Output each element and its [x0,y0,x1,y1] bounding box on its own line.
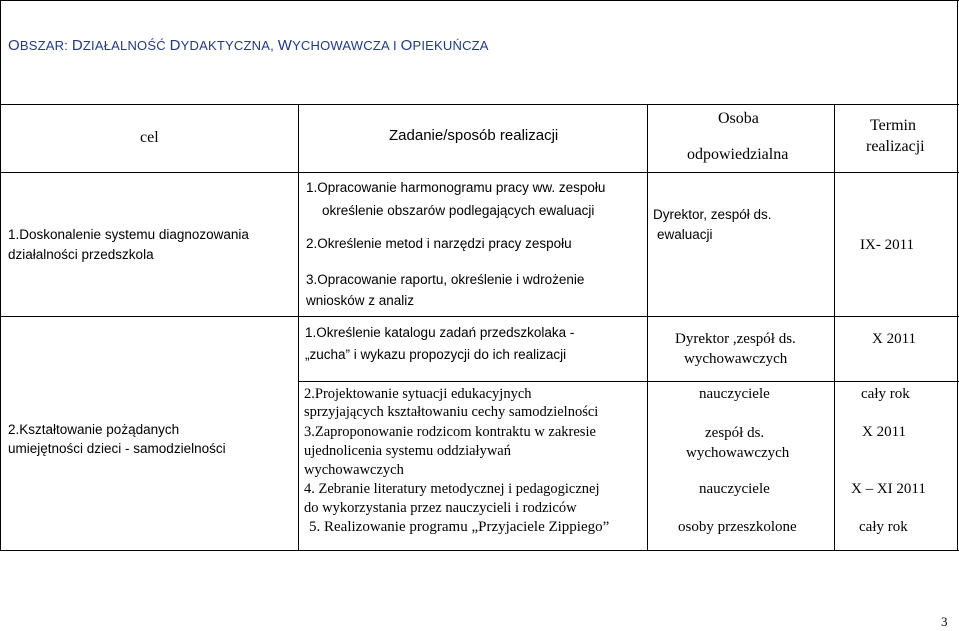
row2-osoba5: osoby przeszkolone [678,519,797,535]
border-right [957,0,958,551]
row1-termin: IX- 2011 [860,237,915,253]
row1-task1-line2: określenie obszarów podlegających ewaluacji [322,203,595,218]
row2-termin5: cały rok [859,519,908,535]
area-title-word: ZIAŁALNOŚĆ [82,38,166,53]
area-title-word: YDAKTYCZNA, [180,38,274,53]
row2-task5: 5. Realizowanie programu „Przyjaciele Zippiego” [309,519,610,535]
row-divider [0,316,959,317]
header-osoba-line1: Osoba [718,110,759,127]
subrow-divider [298,381,959,382]
header-band [0,0,959,104]
row1-task2: 2.Określenie metod i narzędzi pracy zespołu [306,236,572,251]
area-title-word: PIEKUŃCZA [412,38,489,53]
row2-task2-line1: 2.Projektowanie sytuacji edukacyjnych [304,386,532,402]
row2-osoba3-line1: zespół ds. [705,425,765,441]
row1-osoba-line2: ewaluacji [657,227,713,242]
row2-termin3: X 2011 [862,424,907,440]
row2-termin1: X 2011 [872,331,917,347]
row2-osoba1-line2: wychowawczych [684,351,788,367]
row2-task2-line2: sprzyjających kształtowaniu cechy samodzielności [304,404,599,420]
row2-osoba2: nauczyciele [699,386,770,402]
row2-task1-line2: „zucha” i wykazu propozycji do ich realizacji [305,347,567,362]
area-title-cap: W [277,37,293,54]
row2-cel-line2: umiejętności dzieci - samodzielności [8,441,226,456]
area-title-word: YCHOWAWCZA I [292,38,397,53]
row2-osoba4: nauczyciele [699,481,770,497]
header-cel: cel [140,129,159,146]
row2-termin2: cały rok [861,386,910,402]
row2-task1-line1: 1.Określenie katalogu zadań przedszkolaka - [305,325,575,340]
header-zadanie: Zadanie/sposób realizacji [389,127,559,144]
area-title [8,37,489,54]
border-top [0,0,959,1]
row2-osoba3-line2: wychowawczych [686,445,790,461]
row2-task3-line1: 3.Zaproponowanie rodzicom kontraktu w zakresie [304,424,596,440]
header-osoba-line2: odpowiedzialna [687,146,789,163]
header-termin-line1: Termin [870,117,916,134]
row1-cel-line1: 1.Doskonalenie systemu diagnozowania [8,227,249,242]
header-termin-line2: realizacji [866,138,925,155]
col-divider-2 [647,104,648,551]
row2-osoba1-line1: Dyrektor ,zespół ds. [675,331,796,347]
header-top-rule [0,104,959,105]
border-left [0,0,1,551]
row2-task4-line2: do wykorzystania przez nauczycieli i rodziców [304,500,577,516]
page-number: 3 [941,614,948,629]
area-title-cap: D [71,37,83,54]
row2-termin4: X – XI 2011 [851,481,926,497]
area-title-initial: O [8,37,20,54]
area-title-prefix: BSZAR: [19,38,69,53]
row1-task3-line1: 3.Opracowanie raportu, określenie i wdrożenie [306,272,585,287]
col-divider-1 [298,104,299,551]
row2-cel-line1: 2.Kształtowanie pożądanych [8,422,180,437]
row1-cel-line2: działalności przedszkola [8,247,154,262]
row1-task3-line2: wniosków z analiz [306,293,415,308]
row1-osoba-line1: Dyrektor, zespół ds. [653,207,772,222]
area-title-cap: O [400,37,413,54]
row2-task3-line2: ujednolicenia systemu oddziaływań [304,443,511,459]
header-bottom-rule [0,172,959,173]
border-bottom [0,550,959,551]
row1-task1-line1: 1.Opracowanie harmonogramu pracy ww. zespołu [306,180,606,195]
col-divider-3 [834,104,835,551]
row2-task4-line1: 4. Zebranie literatury metodycznej i pedagogicznej [304,481,600,497]
row2-task3-line3: wychowawczych [304,462,404,478]
area-title-cap: D [169,37,181,54]
